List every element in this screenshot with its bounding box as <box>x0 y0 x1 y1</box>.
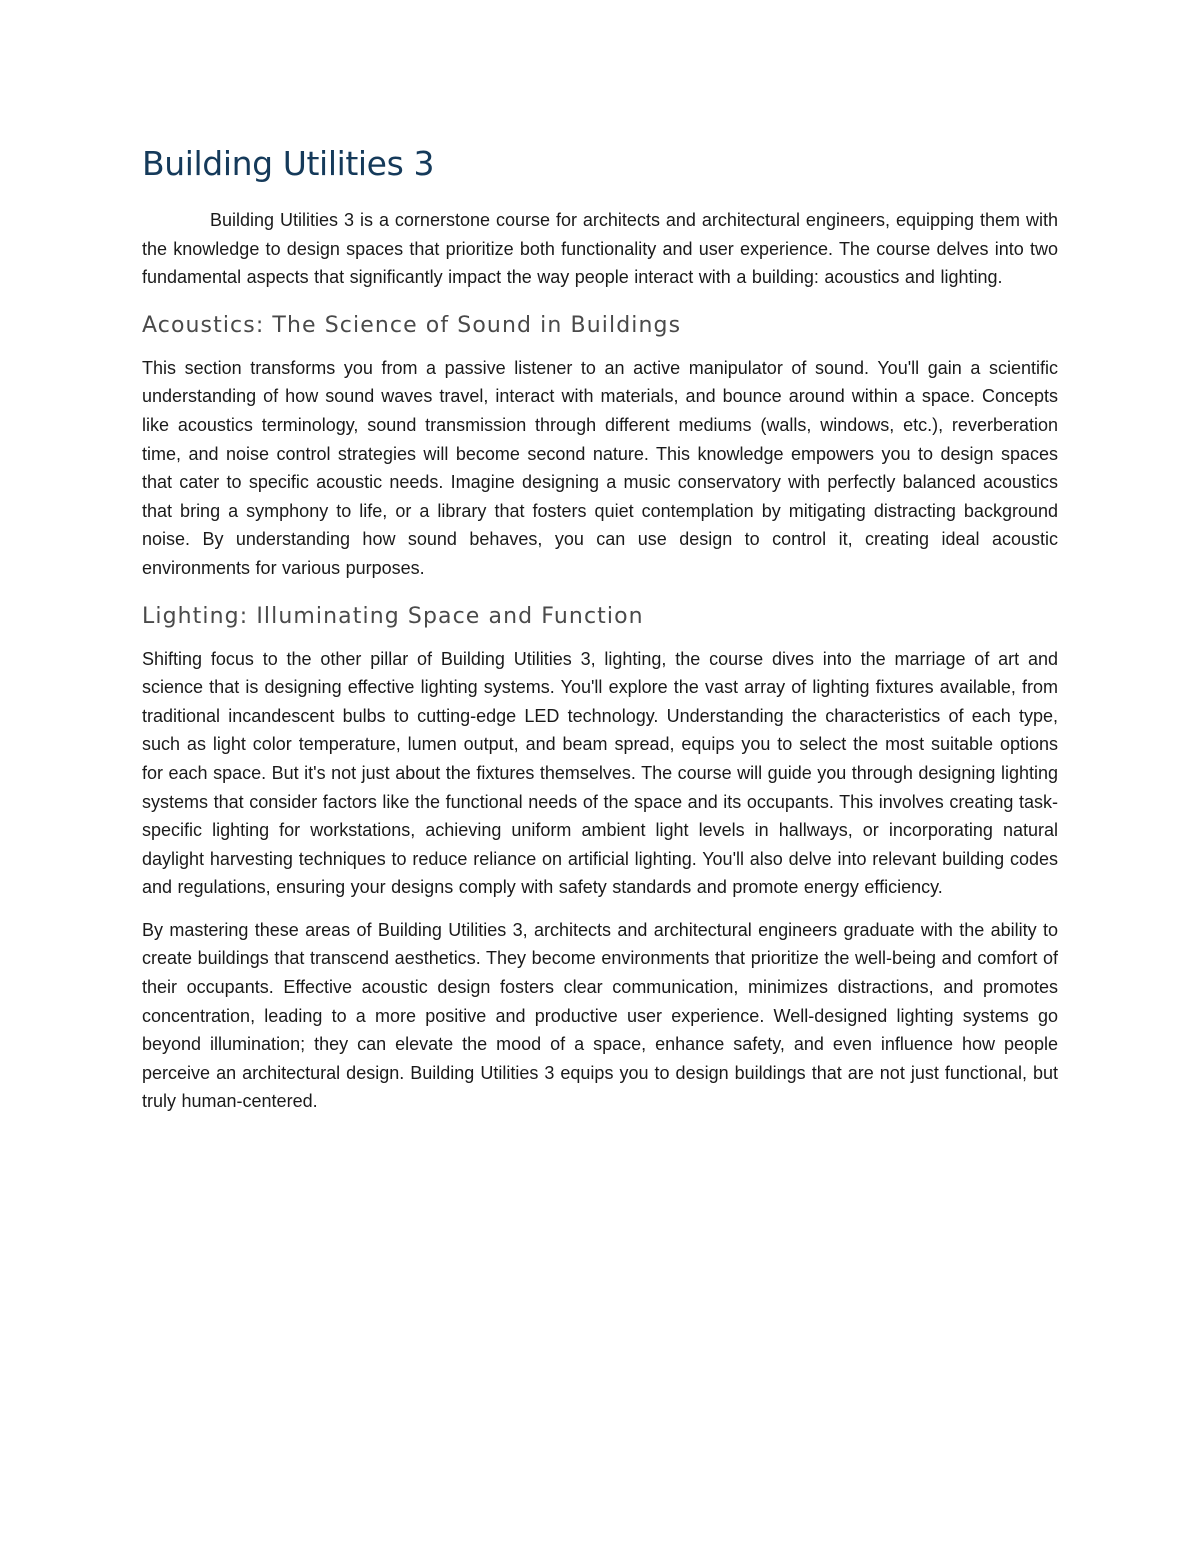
section-heading-acoustics: Acoustics: The Science of Sound in Buildings <box>142 312 682 338</box>
section-paragraph-acoustics: This section transforms you from a passive listener to an active manipulator of sound. You'll gain a scientific understanding of how sound waves travel, interact with materials, and bounce around within a space. Concepts like acoustics terminology, sound transmission through different mediums (walls, windows, etc.), reverberation time, and noise control strategies will become second nature. This knowledge empowers you to design spaces that cater to specific acoustic needs. Imagine designing a music conservatory with perfectly balanced acoustics that bring a symphony to life, or a library that fosters quiet contemplation by mitigating distracting background noise. By understanding how sound behaves, you can use design to control it, creating ideal acoustic environments for various purposes. <box>142 357 1058 578</box>
conclusion-paragraph: By mastering these areas of Building Utilities 3, architects and architectural engineers graduate with the ability to create buildings that transcend aesthetics. They become environments that prioritize the well-being and comfort of their occupants. Effective acoustic design fosters clear communication, minimizes distractions, and promotes concentration, leading to a more positive and productive user experience. Well-designed lighting systems go beyond illumination; they can elevate the mood of a space, enhance safety, and even influence how people perceive an architectural design. Building Utilities 3 equips you to design buildings that are not just functional, but truly human-centered. <box>142 919 1058 1112</box>
intro-paragraph: Building Utilities 3 is a cornerstone course for architects and architectural engineers, equipping them with the knowledge to design spaces that prioritize both functionality and user experience. The course delves into two fundamental aspects that significantly impact the way people interact with a building: acoustics and lighting. <box>142 210 1058 288</box>
document-title: Building Utilities 3 <box>142 144 435 183</box>
section-heading-lighting: Lighting: Illuminating Space and Function <box>142 603 644 629</box>
section-paragraph-lighting: Shifting focus to the other pillar of Building Utilities 3, lighting, the course dives into the marriage of art and science that is designing effective lighting systems. You'll explore the vast array of lighting fixtures available, from traditional incandescent bulbs to cutting-edge LED technology. Understanding the characteristics of each type, such as light color temperature, lumen output, and beam spread, equips you to select the most suitable options for each space. But it's not just about the fixtures themselves. The course will guide you through designing lighting systems that consider factors like the functional needs of the space and its occupants. This involves creating task-specific lighting for workstations, achieving uniform ambient light levels in hallways, or incorporating natural daylight harvesting techniques to reduce reliance on artificial lighting. You'll also delve into relevant building codes and regulations, ensuring your designs comply with safety standards and promote energy efficiency. <box>142 648 1058 898</box>
document-page <box>142 140 1058 1130</box>
